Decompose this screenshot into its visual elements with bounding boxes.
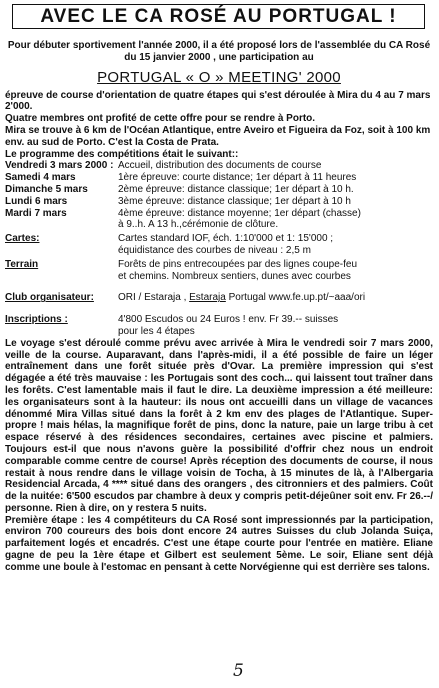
competition-schedule — [5, 160, 361, 231]
schedule-row — [5, 219, 361, 231]
event-subtitle-text: PORTUGAL « O » MEETING' 2000 — [97, 68, 341, 86]
schedule-row — [5, 172, 361, 184]
cartes-line: Cartes standard IOF, éch. 1:10'000 et 1: 15'000 ; — [118, 233, 334, 245]
schedule-day — [5, 219, 118, 231]
terrain-line: Forêts de pins entrecoupées par des lignes coupe-feu — [118, 258, 358, 270]
schedule-row — [5, 184, 361, 196]
intro-paragraph: Pour débuter sportivement l'année 2000, il a été proposé lors de l'assemblée du CA Rosé du 15 janvier 2000 , une participation au — [7, 40, 431, 63]
page-number: 5 — [233, 661, 244, 681]
schedule-desc: 1ère épreuve: courte distance; 1er départ à 11 heures — [118, 172, 357, 184]
club-town: Estaraja — [189, 292, 226, 304]
inscriptions-line: pour les 4 étapes — [118, 325, 195, 337]
club-label: Club organisateur: — [5, 292, 94, 304]
terrain-label: Terrain — [5, 258, 39, 270]
lead-line: Mira se trouve à 6 km de l'Océan Atlantique, entre Aveiro et Figueira da Foz, soit à 100 km env. au sud de Porto. C'est la Costa de Prata. — [5, 124, 431, 148]
inscriptions-label: Inscriptions : — [5, 314, 68, 326]
club-website: Portugal www.fe.up.pt/~aaa/ori — [225, 292, 366, 304]
schedule-desc: 4ème épreuve: distance moyenne; 1er départ (chasse) — [118, 207, 361, 219]
lead-line: épreuve de course d'orientation de quatre étapes qui s'est déroulée à Mira du 4 au 7 mars 2'000. — [5, 89, 431, 113]
inscriptions-section — [5, 314, 433, 338]
schedule-row — [5, 208, 361, 220]
schedule-desc: Accueil, distribution des documents de course — [118, 160, 322, 172]
schedule-day: Mardi 7 mars — [5, 207, 67, 219]
cartes-section — [5, 233, 433, 257]
club-name: ORI / Estaraja , — [118, 292, 190, 304]
schedule-day: Samedi 4 mars — [5, 172, 76, 184]
inscriptions-line: 4'800 Escudos ou 24 Euros ! env. Fr 39.-- suisses — [118, 314, 339, 326]
schedule-day: Dimanche 5 mars — [5, 183, 88, 195]
schedule-day: Lundi 6 mars — [5, 195, 68, 207]
event-subtitle — [5, 70, 433, 86]
cartes-label: Cartes: — [5, 233, 40, 245]
inscriptions-value — [118, 314, 433, 338]
lead-line: Le programme des compétitions était le suivant:: — [5, 148, 239, 160]
schedule-row — [5, 160, 361, 172]
cartes-line: équidistance des courbes de niveau : 2,5 m — [118, 244, 311, 256]
club-value — [118, 292, 433, 304]
terrain-line: et chemins. Nombreux sentiers, dunes avec courbes — [118, 270, 351, 282]
schedule-desc: 3ème épreuve: distance classique; 1er départ à 10 h — [118, 195, 351, 207]
terrain-section — [5, 259, 433, 283]
page-title: AVEC LE CA ROSÉ AU PORTUGAL ! — [12, 4, 425, 29]
article-body — [5, 40, 433, 574]
narrative-paragraph-2: Première étape : les 4 compétiteurs du CA Rosé sont impressionnés par la participation, environ 700 coureurs des bois dont encore 24 autres Suisses du club Jolanda Suiça, parfaitement logés et encadrés. C'est une étape courte pour l'entrée en matière. Eliane gagne de peu la 1ère étape et Gilbert est seulement 5ème. Le soir, Eliane sent déjà comme une boule à l'estomac en pensant à cette Norvégienne qui est derrière ses talons. — [5, 514, 433, 573]
schedule-day: Vendredi 3 mars 2000 : — [5, 160, 114, 172]
schedule-row — [5, 196, 361, 208]
narrative-paragraph: Le voyage s'est déroulé comme prévu avec arrivée à Mira le vendredi soir 7 mars 2000, veille de la course. Auparavant, dans l'après-midi, il a été possible de faire un léger entraînement dans une forêt située près d'Ovar. La première impression qui s'est dégagée a été très mauvaise : les Portugais sont des coch... qui laissent tout traîner dans les forêts. C'est lamentable mais il faut le dire. La deuxième impression a été meilleure: les organisateurs sont à la hauteur: ils nous ont accueilli dans un village de vacances dénommé Mira Villas situé dans la forêt à 2 km env des plages de l'Atlantique. Super-propre ! mais hélas, la magnifique forêt de pins, donc la nature, paie un large tribu à cet espace réservé à des résidences secondaires, certaines avec piscine et palmiers. Toujours est-il que nous n'avons guère la possibilité d'offrir chez nous un endroit comparable comme centre de course! Après réception des documents de course, il nous restait à nous rendre dans le village voisin de Tocha, à 15 minutes de là, à l'Albergaria Residencial Arcada, 4 **** situé dans des orangers , des citronniers et des palmiers. Coût de la nuitée: 6'500 escudos par chambre à deux y compris petit-déjeûner soit env. Fr 26.--/ personne. Rien à dire, on y restera 5 nuits. — [5, 337, 433, 514]
schedule-desc: 2ème épreuve: distance classique; 1er départ à 10 h. — [118, 183, 354, 195]
schedule-desc: à 9..h. A 13 h.,cérémonie de clôture. — [118, 219, 279, 231]
terrain-value — [118, 259, 433, 283]
lead-line: Quatre membres ont profité de cette offre pour se rendre à Porto. — [5, 113, 316, 125]
club-section — [5, 292, 433, 304]
cartes-value — [118, 233, 433, 257]
